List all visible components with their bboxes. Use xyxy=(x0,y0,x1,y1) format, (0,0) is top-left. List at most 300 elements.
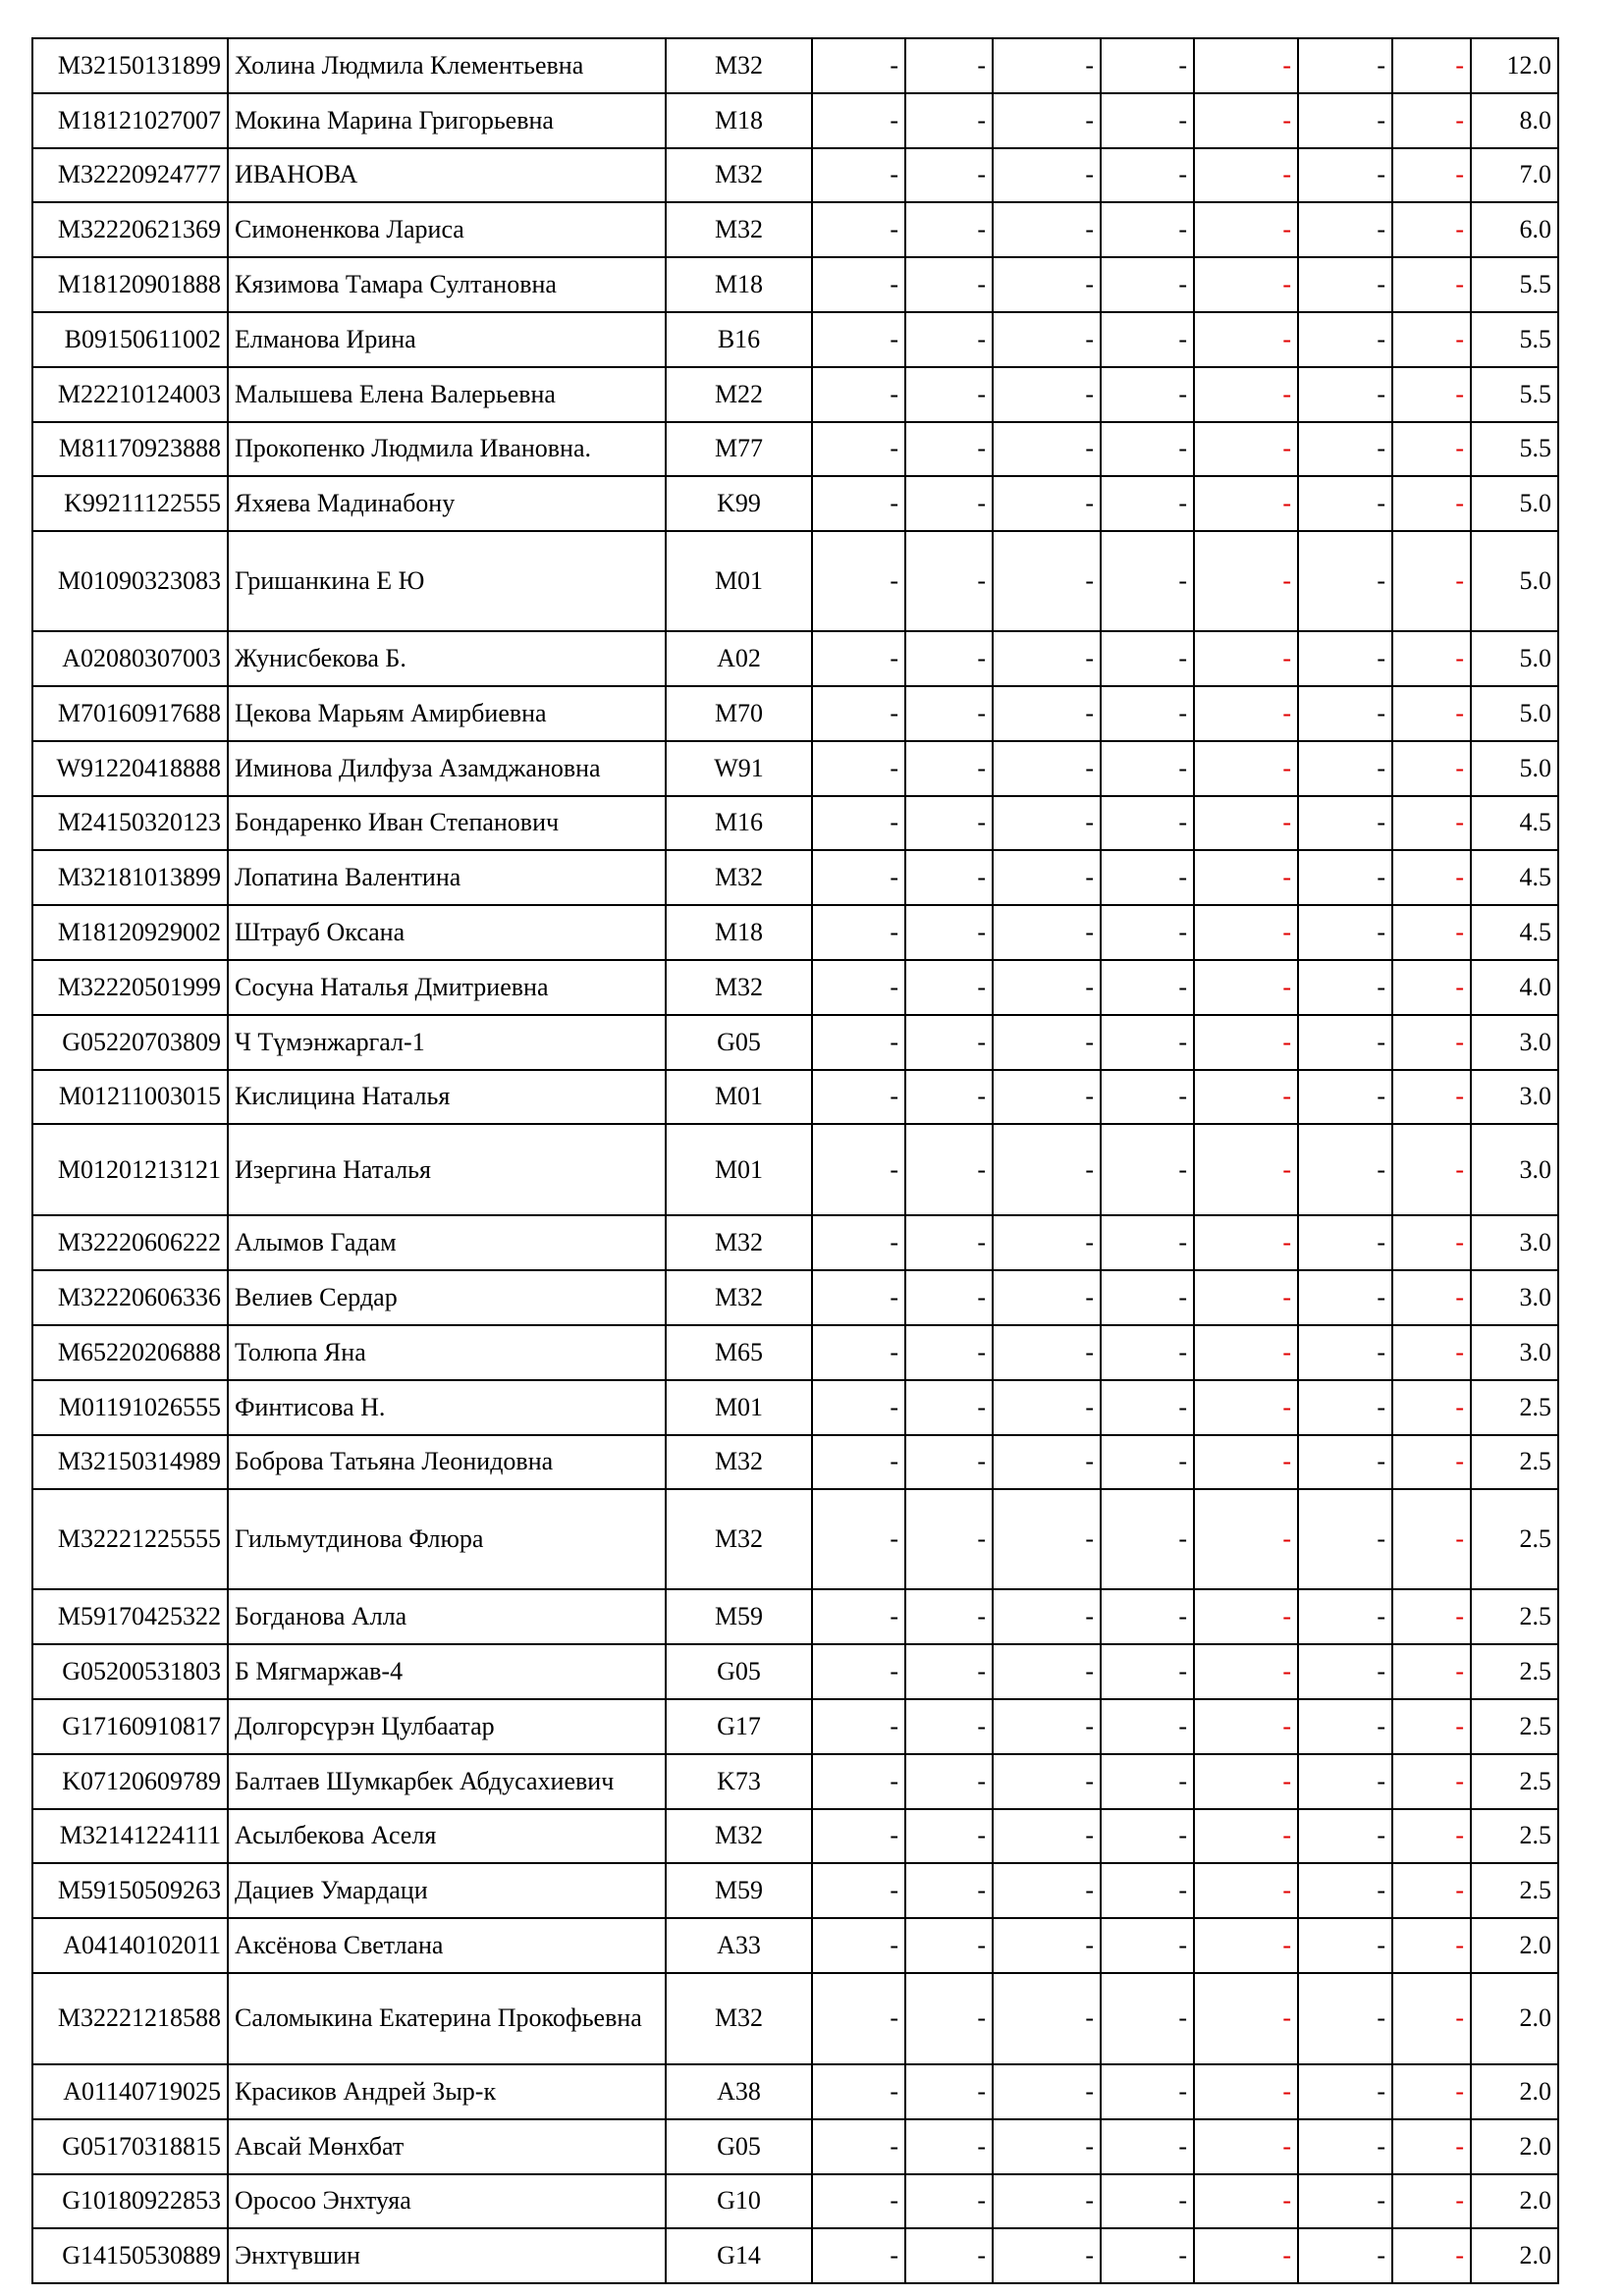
dash-cell: - xyxy=(1298,1644,1392,1699)
dash-cell: - xyxy=(1392,1918,1471,1973)
dash-cell: - xyxy=(993,741,1101,796)
dash-cell: - xyxy=(993,202,1101,257)
participant-name: Б Мягмаржав-4 xyxy=(228,1644,666,1699)
dash-cell: - xyxy=(1392,796,1471,851)
dash-cell: - xyxy=(1392,312,1471,367)
participant-name: Цекова Марьям Амирбиевна xyxy=(228,686,666,741)
table-row xyxy=(32,1270,1558,1325)
dash-cell: - xyxy=(1298,38,1392,93)
dash-cell: - xyxy=(993,367,1101,422)
dash-cell: - xyxy=(1101,1699,1194,1754)
participant-score: 2.5 xyxy=(1471,1489,1558,1589)
participant-score: 5.0 xyxy=(1471,631,1558,686)
dash-cell: - xyxy=(1194,476,1298,531)
dash-cell: - xyxy=(1392,38,1471,93)
participant-name: Штрауб Оксана xyxy=(228,905,666,960)
dash-cell: - xyxy=(1194,2174,1298,2229)
dash-cell: - xyxy=(1194,531,1298,631)
dash-cell: - xyxy=(1101,1489,1194,1589)
dash-cell: - xyxy=(1194,1270,1298,1325)
dash-cell: - xyxy=(1101,202,1194,257)
dash-cell: - xyxy=(993,2228,1101,2283)
table-row xyxy=(32,2064,1558,2119)
participant-group: M18 xyxy=(666,257,812,312)
participant-name: Жунисбекова Б. xyxy=(228,631,666,686)
dash-cell: - xyxy=(905,148,993,203)
dash-cell: - xyxy=(905,1070,993,1125)
participant-id: A04140102011 xyxy=(32,1918,228,1973)
dash-cell: - xyxy=(1392,2119,1471,2174)
dash-cell: - xyxy=(993,960,1101,1015)
participant-group: M70 xyxy=(666,686,812,741)
dash-cell: - xyxy=(1392,1435,1471,1490)
participant-score: 3.0 xyxy=(1471,1270,1558,1325)
dash-cell: - xyxy=(1194,1015,1298,1070)
dash-cell: - xyxy=(1392,422,1471,477)
dash-cell: - xyxy=(905,1325,993,1380)
dash-cell: - xyxy=(1101,2228,1194,2283)
participant-id: M32221218588 xyxy=(32,1973,228,2064)
dash-cell: - xyxy=(1194,1435,1298,1490)
participant-id: M32220606336 xyxy=(32,1270,228,1325)
dash-cell: - xyxy=(812,2064,905,2119)
dash-cell: - xyxy=(1298,850,1392,905)
participant-name: Бондаренко Иван Степанович xyxy=(228,796,666,851)
participant-id: G10180922853 xyxy=(32,2174,228,2229)
dash-cell: - xyxy=(1194,1918,1298,1973)
dash-cell: - xyxy=(1101,1270,1194,1325)
dash-cell: - xyxy=(812,476,905,531)
dash-cell: - xyxy=(905,1973,993,2064)
dash-cell: - xyxy=(812,148,905,203)
dash-cell: - xyxy=(1194,38,1298,93)
dash-cell: - xyxy=(1298,1809,1392,1864)
dash-cell: - xyxy=(993,686,1101,741)
dash-cell: - xyxy=(812,1589,905,1644)
dash-cell: - xyxy=(905,1435,993,1490)
dash-cell: - xyxy=(1298,1973,1392,2064)
participant-name: Гильмутдинова Флюра xyxy=(228,1489,666,1589)
dash-cell: - xyxy=(1298,2228,1392,2283)
dash-cell: - xyxy=(905,1644,993,1699)
dash-cell: - xyxy=(1194,631,1298,686)
participant-group: M65 xyxy=(666,1325,812,1380)
participant-id: B09150611002 xyxy=(32,312,228,367)
dash-cell: - xyxy=(1298,741,1392,796)
table-row xyxy=(32,1863,1558,1918)
participant-score: 5.0 xyxy=(1471,686,1558,741)
participant-id: A01140719025 xyxy=(32,2064,228,2119)
table-row xyxy=(32,1215,1558,1270)
participant-group: B16 xyxy=(666,312,812,367)
dash-cell: - xyxy=(1392,1325,1471,1380)
dash-cell: - xyxy=(1101,93,1194,148)
dash-cell: - xyxy=(812,93,905,148)
dash-cell: - xyxy=(1101,850,1194,905)
participant-group: G05 xyxy=(666,1644,812,1699)
dash-cell: - xyxy=(1392,1754,1471,1809)
dash-cell: - xyxy=(1194,93,1298,148)
table-row xyxy=(32,531,1558,631)
dash-cell: - xyxy=(993,1015,1101,1070)
dash-cell: - xyxy=(905,312,993,367)
dash-cell: - xyxy=(993,1699,1101,1754)
dash-cell: - xyxy=(905,1863,993,1918)
participant-id: M32150131899 xyxy=(32,38,228,93)
participant-score: 2.5 xyxy=(1471,1809,1558,1864)
dash-cell: - xyxy=(812,367,905,422)
participant-group: A02 xyxy=(666,631,812,686)
dash-cell: - xyxy=(993,631,1101,686)
dash-cell: - xyxy=(905,1699,993,1754)
dash-cell: - xyxy=(1298,148,1392,203)
dash-cell: - xyxy=(993,148,1101,203)
dash-cell: - xyxy=(1298,1325,1392,1380)
dash-cell: - xyxy=(1101,741,1194,796)
dash-cell: - xyxy=(1194,257,1298,312)
dash-cell: - xyxy=(1194,2228,1298,2283)
dash-cell: - xyxy=(1194,1863,1298,1918)
participant-id: G17160910817 xyxy=(32,1699,228,1754)
participant-id: M32221225555 xyxy=(32,1489,228,1589)
dash-cell: - xyxy=(993,1270,1101,1325)
participant-group: M32 xyxy=(666,850,812,905)
dash-cell: - xyxy=(993,1215,1101,1270)
dash-cell: - xyxy=(993,1754,1101,1809)
dash-cell: - xyxy=(993,1325,1101,1380)
participant-id: M59170425322 xyxy=(32,1589,228,1644)
dash-cell: - xyxy=(1101,2119,1194,2174)
participant-group: M32 xyxy=(666,1215,812,1270)
dash-cell: - xyxy=(1194,1973,1298,2064)
dash-cell: - xyxy=(993,1435,1101,1490)
dash-cell: - xyxy=(1101,367,1194,422)
dash-cell: - xyxy=(1194,312,1298,367)
dash-cell: - xyxy=(1298,1754,1392,1809)
participant-score: 7.0 xyxy=(1471,148,1558,203)
participant-score: 3.0 xyxy=(1471,1124,1558,1215)
dash-cell: - xyxy=(1298,2174,1392,2229)
participant-score: 5.5 xyxy=(1471,367,1558,422)
participant-score: 2.0 xyxy=(1471,1918,1558,1973)
dash-cell: - xyxy=(1194,850,1298,905)
participant-group: M32 xyxy=(666,960,812,1015)
dash-cell: - xyxy=(905,1124,993,1215)
dash-cell: - xyxy=(1101,2174,1194,2229)
participant-id: M01211003015 xyxy=(32,1070,228,1125)
dash-cell: - xyxy=(1298,905,1392,960)
dash-cell: - xyxy=(993,850,1101,905)
participant-score: 2.5 xyxy=(1471,1435,1558,1490)
dash-cell: - xyxy=(905,686,993,741)
dash-cell: - xyxy=(1194,1809,1298,1864)
dash-cell: - xyxy=(1101,1863,1194,1918)
participant-id: M32220924777 xyxy=(32,148,228,203)
dash-cell: - xyxy=(1392,686,1471,741)
table-row xyxy=(32,1754,1558,1809)
dash-cell: - xyxy=(905,1754,993,1809)
dash-cell: - xyxy=(1194,2064,1298,2119)
dash-cell: - xyxy=(905,422,993,477)
participant-score: 5.0 xyxy=(1471,476,1558,531)
dash-cell: - xyxy=(1298,202,1392,257)
dash-cell: - xyxy=(812,905,905,960)
participant-id: M01191026555 xyxy=(32,1380,228,1435)
dash-cell: - xyxy=(812,1754,905,1809)
dash-cell: - xyxy=(1194,1489,1298,1589)
dash-cell: - xyxy=(812,531,905,631)
dash-cell: - xyxy=(812,1809,905,1864)
dash-cell: - xyxy=(1194,1325,1298,1380)
participant-name: Долгорсүрэн Цулбаатар xyxy=(228,1699,666,1754)
table-row xyxy=(32,1589,1558,1644)
dash-cell: - xyxy=(1392,2228,1471,2283)
dash-cell: - xyxy=(993,1489,1101,1589)
participant-score: 2.5 xyxy=(1471,1644,1558,1699)
table-row xyxy=(32,422,1558,477)
dash-cell: - xyxy=(1101,1918,1194,1973)
dash-cell: - xyxy=(993,476,1101,531)
participant-id: M32220621369 xyxy=(32,202,228,257)
participant-group: M32 xyxy=(666,1973,812,2064)
participant-id: G14150530889 xyxy=(32,2228,228,2283)
dash-cell: - xyxy=(1298,1015,1392,1070)
dash-cell: - xyxy=(1298,1918,1392,1973)
participant-score: 2.0 xyxy=(1471,2064,1558,2119)
participant-score: 4.5 xyxy=(1471,850,1558,905)
dash-cell: - xyxy=(1392,93,1471,148)
dash-cell: - xyxy=(812,1070,905,1125)
participant-name: Холина Людмила Клементьевна xyxy=(228,38,666,93)
table-row xyxy=(32,1435,1558,1490)
participant-name: Финтисова Н. xyxy=(228,1380,666,1435)
participant-id: M24150320123 xyxy=(32,796,228,851)
dash-cell: - xyxy=(993,1070,1101,1125)
dash-cell: - xyxy=(1298,367,1392,422)
dash-cell: - xyxy=(905,2228,993,2283)
dash-cell: - xyxy=(1392,1699,1471,1754)
participant-group: M32 xyxy=(666,202,812,257)
participant-group: G05 xyxy=(666,1015,812,1070)
participant-name: Иминова Дилфуза Азамджановна xyxy=(228,741,666,796)
dash-cell: - xyxy=(1101,1124,1194,1215)
dash-cell: - xyxy=(1392,367,1471,422)
dash-cell: - xyxy=(1194,1644,1298,1699)
participant-name: Симоненкова Лариса xyxy=(228,202,666,257)
participant-id: M18121027007 xyxy=(32,93,228,148)
dash-cell: - xyxy=(1101,796,1194,851)
dash-cell: - xyxy=(1194,796,1298,851)
dash-cell: - xyxy=(905,631,993,686)
table-row xyxy=(32,741,1558,796)
dash-cell: - xyxy=(812,631,905,686)
participant-score: 2.0 xyxy=(1471,2119,1558,2174)
table-row xyxy=(32,686,1558,741)
participant-group: G14 xyxy=(666,2228,812,2283)
dash-cell: - xyxy=(1101,1380,1194,1435)
participant-score: 12.0 xyxy=(1471,38,1558,93)
dash-cell: - xyxy=(812,1325,905,1380)
dash-cell: - xyxy=(1101,905,1194,960)
dash-cell: - xyxy=(1194,367,1298,422)
dash-cell: - xyxy=(993,1644,1101,1699)
participant-id: M32220501999 xyxy=(32,960,228,1015)
participant-id: M59150509263 xyxy=(32,1863,228,1918)
participant-name: Кислицина Наталья xyxy=(228,1070,666,1125)
participant-id: M32220606222 xyxy=(32,1215,228,1270)
dash-cell: - xyxy=(812,1918,905,1973)
participant-group: M77 xyxy=(666,422,812,477)
dash-cell: - xyxy=(1101,1215,1194,1270)
dash-cell: - xyxy=(812,312,905,367)
participant-score: 4.0 xyxy=(1471,960,1558,1015)
participant-score: 2.0 xyxy=(1471,1973,1558,2064)
dash-cell: - xyxy=(1298,1124,1392,1215)
dash-cell: - xyxy=(993,2064,1101,2119)
dash-cell: - xyxy=(812,1489,905,1589)
table-row xyxy=(32,148,1558,203)
dash-cell: - xyxy=(812,1124,905,1215)
dash-cell: - xyxy=(1101,686,1194,741)
dash-cell: - xyxy=(1298,93,1392,148)
participant-group: A33 xyxy=(666,1918,812,1973)
participant-score: 2.5 xyxy=(1471,1754,1558,1809)
dash-cell: - xyxy=(1392,1809,1471,1864)
dash-cell: - xyxy=(1194,1754,1298,1809)
participant-id: M18120929002 xyxy=(32,905,228,960)
dash-cell: - xyxy=(812,2174,905,2229)
dash-cell: - xyxy=(1194,1215,1298,1270)
participant-group: M01 xyxy=(666,1380,812,1435)
table-row xyxy=(32,312,1558,367)
dash-cell: - xyxy=(1298,476,1392,531)
participant-group: K73 xyxy=(666,1754,812,1809)
participant-id: M81170923888 xyxy=(32,422,228,477)
participant-name: Энхтүвшин xyxy=(228,2228,666,2283)
dash-cell: - xyxy=(1298,1589,1392,1644)
table-row xyxy=(32,1918,1558,1973)
dash-cell: - xyxy=(1392,1270,1471,1325)
dash-cell: - xyxy=(1194,960,1298,1015)
dash-cell: - xyxy=(1298,1270,1392,1325)
dash-cell: - xyxy=(1194,1380,1298,1435)
dash-cell: - xyxy=(812,257,905,312)
participant-score: 2.5 xyxy=(1471,1589,1558,1644)
participant-name: Елманова Ирина xyxy=(228,312,666,367)
participant-name: Мокина Марина Григорьевна xyxy=(228,93,666,148)
dash-cell: - xyxy=(905,202,993,257)
dash-cell: - xyxy=(993,2119,1101,2174)
dash-cell: - xyxy=(905,1215,993,1270)
participant-score: 2.0 xyxy=(1471,2228,1558,2283)
dash-cell: - xyxy=(993,1124,1101,1215)
participant-score: 2.0 xyxy=(1471,2174,1558,2229)
dash-cell: - xyxy=(1392,631,1471,686)
participant-score: 3.0 xyxy=(1471,1015,1558,1070)
participant-group: M01 xyxy=(666,531,812,631)
dash-cell: - xyxy=(905,1270,993,1325)
participant-group: M01 xyxy=(666,1070,812,1125)
participant-group: M32 xyxy=(666,1270,812,1325)
dash-cell: - xyxy=(905,796,993,851)
table-row xyxy=(32,1973,1558,2064)
table-row xyxy=(32,1809,1558,1864)
dash-cell: - xyxy=(993,422,1101,477)
dash-cell: - xyxy=(993,2174,1101,2229)
table-row xyxy=(32,850,1558,905)
dash-cell: - xyxy=(1298,2064,1392,2119)
participant-id: G05200531803 xyxy=(32,1644,228,1699)
table-row xyxy=(32,1644,1558,1699)
participant-score: 3.0 xyxy=(1471,1070,1558,1125)
dash-cell: - xyxy=(1392,1215,1471,1270)
dash-cell: - xyxy=(1194,1070,1298,1125)
dash-cell: - xyxy=(812,1380,905,1435)
dash-cell: - xyxy=(905,905,993,960)
dash-cell: - xyxy=(1392,2174,1471,2229)
table-row xyxy=(32,1015,1558,1070)
participant-name: Саломыкина Екатерина Прокофьевна xyxy=(228,1973,666,2064)
dash-cell: - xyxy=(1392,531,1471,631)
dash-cell: - xyxy=(812,741,905,796)
dash-cell: - xyxy=(1101,422,1194,477)
dash-cell: - xyxy=(993,796,1101,851)
participant-group: M59 xyxy=(666,1863,812,1918)
table-row xyxy=(32,93,1558,148)
dash-cell: - xyxy=(1298,1435,1392,1490)
dash-cell: - xyxy=(993,257,1101,312)
participant-name: Малышева Елена Валерьевна xyxy=(228,367,666,422)
dash-cell: - xyxy=(905,1589,993,1644)
table-row xyxy=(32,202,1558,257)
dash-cell: - xyxy=(1392,960,1471,1015)
dash-cell: - xyxy=(905,38,993,93)
dash-cell: - xyxy=(1194,905,1298,960)
dash-cell: - xyxy=(905,960,993,1015)
table-row xyxy=(32,960,1558,1015)
dash-cell: - xyxy=(1101,1973,1194,2064)
participant-name: Алымов Гадам xyxy=(228,1215,666,1270)
dash-cell: - xyxy=(1194,422,1298,477)
participant-name: Изергина Наталья xyxy=(228,1124,666,1215)
dash-cell: - xyxy=(1392,1863,1471,1918)
participant-score: 2.5 xyxy=(1471,1863,1558,1918)
dash-cell: - xyxy=(1298,1863,1392,1918)
dash-cell: - xyxy=(1298,1699,1392,1754)
participant-group: M32 xyxy=(666,1435,812,1490)
participant-group: G05 xyxy=(666,2119,812,2174)
participant-id: M22210124003 xyxy=(32,367,228,422)
dash-cell: - xyxy=(1392,1015,1471,1070)
participant-group: A38 xyxy=(666,2064,812,2119)
participant-score: 5.5 xyxy=(1471,257,1558,312)
dash-cell: - xyxy=(1298,312,1392,367)
dash-cell: - xyxy=(1101,1435,1194,1490)
table-row xyxy=(32,38,1558,93)
table-row xyxy=(32,2228,1558,2283)
dash-cell: - xyxy=(1298,2119,1392,2174)
participant-score: 2.5 xyxy=(1471,1699,1558,1754)
participant-group: M18 xyxy=(666,905,812,960)
dash-cell: - xyxy=(812,796,905,851)
table-row xyxy=(32,367,1558,422)
dash-cell: - xyxy=(1392,905,1471,960)
participant-name: Толюпа Яна xyxy=(228,1325,666,1380)
dash-cell: - xyxy=(812,1699,905,1754)
dash-cell: - xyxy=(1392,1644,1471,1699)
dash-cell: - xyxy=(1392,1380,1471,1435)
dash-cell: - xyxy=(812,850,905,905)
